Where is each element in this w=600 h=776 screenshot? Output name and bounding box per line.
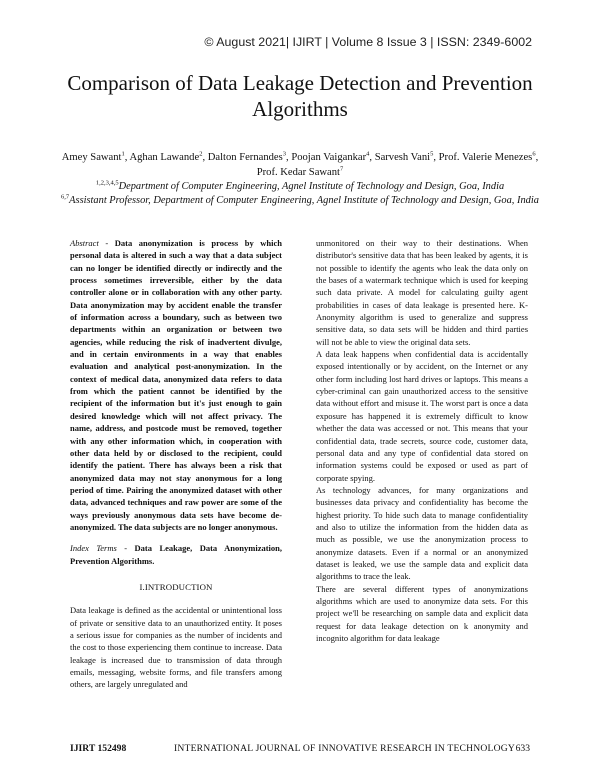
author-marker: 6 [532, 150, 536, 158]
author-marker: 3 [282, 150, 287, 158]
author-list [55, 150, 545, 180]
left-column [70, 237, 282, 691]
body-paragraph: As technology advances, for many organizations and businesses data privacy and confidentiality has become the highest priority. To hide such data to manage confidentiality and also to utilize the information from the hidden data as much as possible, we use the anonymization process to anonymize datasets. Even if a normal or an anonymized dataset is leaked, we use the sample data and explicit data algorithms to trace the leak. [316, 484, 528, 582]
author-name: , Sarvesh Vani [369, 152, 431, 163]
affiliation-students [55, 180, 545, 194]
index-terms-text: Data Leakage, Data Anonymization, Prevention Algorithms. [70, 543, 283, 566]
body-paragraph: A data leak happens when confidential data is accidentally exposed intentionally or by accident, on the Internet or any other form including lost hard drives or laptops. This means a cyber-criminal can gain unauthorized access to the sensitive data without effort and misuse it. The worst part is once a data exposure has happened it is extremely difficult to know whether the data was accessed or not. This means that your confidential data, trade secrets, source code, customer data, personal data and any type of confidential data stored on information systems could be exposed or used as part of corporate spying. [316, 349, 528, 483]
author-marker: 2 [199, 150, 203, 158]
journal-header: © August 2021| IJIRT | Volume 8 Issue 3 | ISSN: 2349-6002 [204, 35, 532, 49]
journal-name: INTERNATIONAL JOURNAL OF INNOVATIVE RESEARCH IN TECHNOLOGY [174, 743, 515, 754]
body-paragraph: unmonitored on their way to their destinations. When distributor's sensitive data that has been leaked by agents, it is not possible to identify the agents who leak the data only on the bases of a watermark technique which is used for keeping such data private. A model for calculating guilty agent probabilities in cases of data leakage is presented here. K-Anonymity algorithm is used to generalize and suppress sensitive data, so data sets will be hidden and third parties will not be able to view the original data sets. [316, 238, 528, 347]
index-terms [70, 542, 282, 567]
section-heading: I.INTRODUCTION [139, 581, 213, 592]
abstract [70, 237, 282, 533]
author-marker: 5 [430, 150, 434, 158]
paper-id: IJIRT 152498 [70, 743, 127, 754]
affiliation-faculty [55, 194, 545, 208]
author-name: , Prof. Kedar Sawant [256, 152, 539, 178]
author-marker: 7 [340, 165, 344, 173]
author-marker: 4 [366, 150, 370, 158]
affiliation-marker: 6,7 [61, 193, 70, 201]
author-name: , Dalton Fernandes [202, 152, 283, 163]
affiliation-marker: 1,2,3,4,5 [95, 179, 119, 187]
affiliation-text: Assistant Professor, Department of Computer Engineering, Agnel Institute of Technology and Design, Goa, India [69, 195, 539, 206]
body-paragraph: There are several different types of anonymizations algorithms which are used to anonymize data sets. For this project we'll be researching on sample data and explicit data request for data leakage detection on k anonymity and incognito algorithm for data leakage [316, 583, 528, 643]
right-column [316, 237, 528, 644]
page-footer [70, 743, 530, 757]
author-name: , Poojan Vaigankar [286, 152, 367, 163]
author-name: , Aghan Lawande [124, 152, 200, 163]
abstract-text: Data anonymization is process by which personal data is altered in such a way that a data subject can no longer be identified directly or indirectly and the process sometimes irreversible, either by the data controller alone or in collaboration with any other party. Data anonymization may by accident enable the transfer of information across a boundary, such as between two departments within an organization or between two agencies, while reducing the risk of inadvertent divulge, and in certain environments in a way that enables evaluation and analytical post-anonymization. In the context of medical data, anonymized data refers to data from which the patient cannot be identified by the recipient of the information but it's just enough to gain desired knowledge which will not affect privacy. The name, address, and postcode must be removed, together with any other information which, in cooperation with other data held by or disclosed to the recipient, could identify the patient. There has always been a risk that anonymized data may not stay anonymous for a long period of time. Pairing the anonymized dataset with other data, advanced techniques and raw power are some of the ways previously anonymous data sets have become de-anonymized. The data subjects are no longer anonymous. [70, 238, 282, 532]
affiliation-text: Department of Computer Engineering, Agnel Institute of Technology and Design, Goa, India [118, 181, 505, 192]
index-terms-label: Index Terms - [70, 543, 135, 554]
page-number: 633 [515, 743, 530, 754]
abstract-label: Abstract - [70, 238, 115, 248]
author-name: , Prof. Valerie Menezes [433, 152, 533, 163]
author-name: Amey Sawant [61, 152, 122, 163]
intro-paragraph: Data leakage is defined as the accidental or unintentional loss of private or sensitive data to an unauthorized entity. It poses a serious issue for companies as the number of incidents and the cost to those experiencing them continue to increase. Data leakage is increased due to transmission of data through emails, messaging, website forms, and file transfers among others, are largely unregulated and [70, 605, 282, 690]
author-marker: 1 [121, 150, 125, 158]
paper-title: Comparison of Data Leakage Detection and Prevention Algorithms [67, 71, 533, 121]
